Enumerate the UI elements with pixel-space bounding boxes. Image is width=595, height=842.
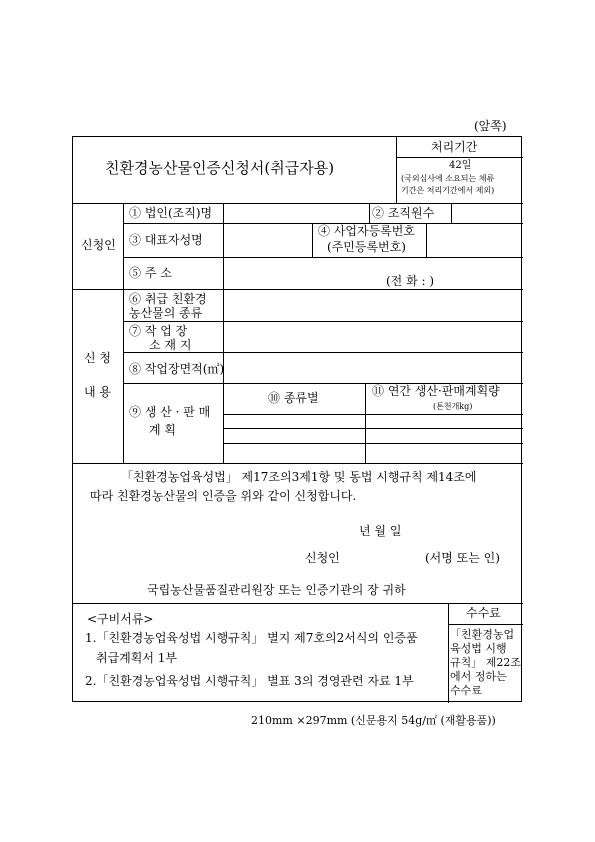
col-plan-header-line1: ⑪ 연간 생산·판매계획량 xyxy=(372,384,500,398)
signature-field[interactable] xyxy=(348,547,422,567)
recipient-line: 국립농산물품질관리원장 또는 인증기관의 장 귀하 xyxy=(147,583,406,597)
col-plan-header-line2: (톤천개kg) xyxy=(433,402,473,411)
phone-label: (전 화 : ) xyxy=(386,274,435,288)
corp-name-field[interactable] xyxy=(224,204,368,222)
signature-note: (서명 또는 인) xyxy=(425,551,500,565)
plan-kind-cell-3[interactable] xyxy=(224,444,364,462)
certification-application-form xyxy=(72,136,522,702)
workplace-label-line1: ⑦ 작 업 장 xyxy=(129,324,188,338)
workplace-location-field[interactable] xyxy=(224,322,522,351)
statement-line1: 「친환경농업육성법」 제17조의3제1항 및 동법 시행규칙 제14조에 xyxy=(121,470,477,484)
plan-label-line1: ⑨ 생 산 · 판 매 xyxy=(129,405,211,419)
plan-kind-cell-1[interactable] xyxy=(224,415,364,427)
workplace-area-label: ⑧ 작업장면적(㎡) xyxy=(129,362,225,376)
product-type-label-line1: ⑥ 취급 친환경 xyxy=(129,292,207,306)
fee-line2: 육성법 시행 xyxy=(450,642,507,655)
content-section-label-1: 신 청 xyxy=(84,351,111,365)
member-count-field[interactable] xyxy=(452,204,522,222)
form-title: 친환경농산물인증신청서(취급자용) xyxy=(105,159,335,177)
fee-line4: 에서 정하는 xyxy=(450,670,507,683)
applicant-section-label: 신청인 xyxy=(81,238,116,252)
paper-spec-footer: 210mm ×297mm (신문용지 54g/㎡ (재활용품)) xyxy=(251,714,496,727)
workplace-label-line2: 소 재 지 xyxy=(149,338,192,352)
processing-days: 42일 xyxy=(449,160,472,171)
document-item-1-line1: 1.「친환경농업육성법 시행규칙」 별지 제7호의2서식의 인증품 xyxy=(85,631,418,645)
address-field[interactable] xyxy=(224,258,522,288)
statement-line2: 따라 친환경농산물의 인증을 위와 같이 신청합니다. xyxy=(90,489,357,503)
plan-amount-cell-1[interactable] xyxy=(366,415,522,427)
signer-label: 신청인 xyxy=(305,551,340,565)
member-count-label: ② 조직원수 xyxy=(372,206,435,220)
workplace-area-field[interactable] xyxy=(224,353,522,382)
processing-note-line1: (국외심사에 소요되는 체류 xyxy=(401,174,495,183)
representative-field[interactable] xyxy=(224,224,311,256)
date-line: 년 월 일 xyxy=(359,524,402,538)
corp-name-label: ① 법인(조직)명 xyxy=(129,206,213,220)
processing-period-label: 처리기간 xyxy=(431,140,478,154)
fee-line1: 「친환경농업 xyxy=(450,628,515,641)
fee-heading: 수수료 xyxy=(466,606,501,620)
plan-amount-cell-3[interactable] xyxy=(366,444,522,462)
product-type-field[interactable] xyxy=(224,290,522,320)
fee-line3: 규칙」 제22조 xyxy=(450,656,521,669)
representative-label: ③ 대표자성명 xyxy=(129,233,203,247)
biz-reg-field[interactable] xyxy=(427,224,522,256)
plan-label-line2: 계 획 xyxy=(149,423,176,437)
documents-heading: <구비서류> xyxy=(87,612,154,626)
plan-amount-cell-2[interactable] xyxy=(366,429,522,442)
product-type-label-line2: 농산물의 종류 xyxy=(129,306,203,320)
address-label: ⑤ 주 소 xyxy=(129,266,172,280)
document-item-1-line2: 취급계획서 1부 xyxy=(96,651,178,665)
biz-reg-label-line1: ④ 사업자등록번호 xyxy=(318,224,415,238)
biz-reg-label-line2: (주민등록번호) xyxy=(327,240,406,254)
plan-kind-cell-2[interactable] xyxy=(224,429,364,442)
processing-note-line2: 기간은 처리기간에서 제외) xyxy=(401,186,495,195)
fee-line5: 수수료 xyxy=(450,684,482,697)
document-item-2: 2.「친환경농업육성법 시행규칙」 별표 3의 경영관련 자료 1부 xyxy=(85,674,414,688)
content-section-label-2: 내 용 xyxy=(84,385,111,399)
col-kind-header: ⑩ 종류별 xyxy=(268,391,319,405)
page-side-label: (앞쪽) xyxy=(474,119,507,133)
